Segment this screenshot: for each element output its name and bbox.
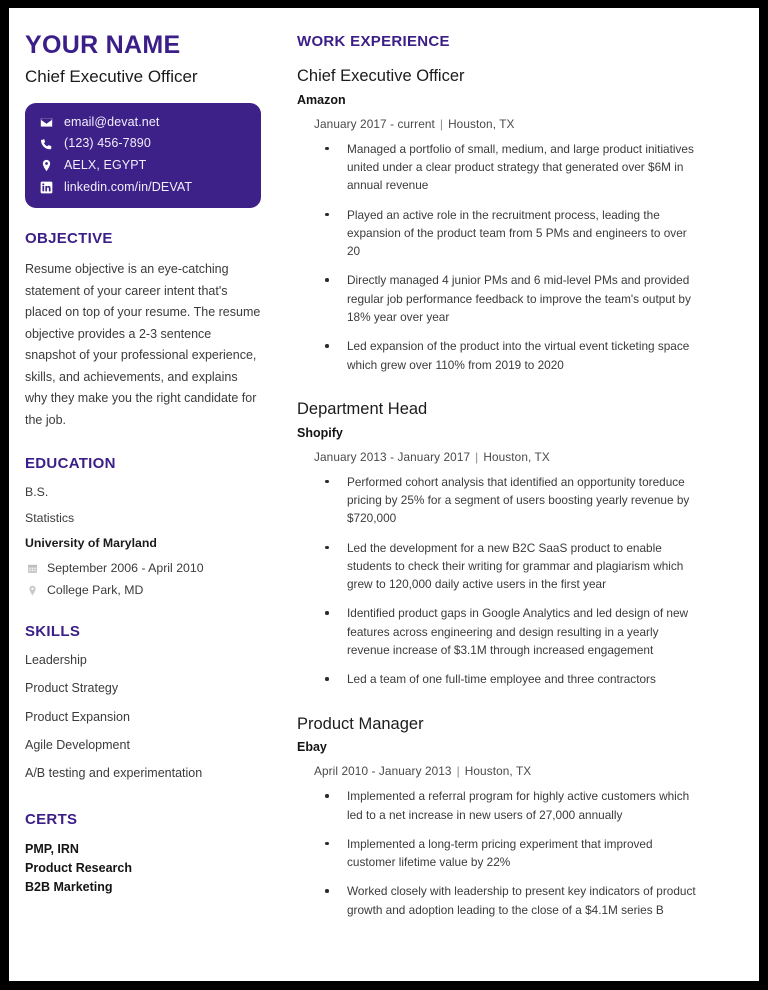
list-item: Leadership: [25, 653, 87, 668]
list-item: Directly managed 4 junior PMs and 6 mid-level PMs and provided regular job performance feedback to improve the team's output by 18% year over year: [325, 271, 703, 326]
list-item: Led a team of one full-time employee and three contractors: [325, 670, 703, 688]
list-item: Performed cohort analysis that identified an opportunity toreduce pricing by 25% for a segment of users boosting yearly revenue by $720,000: [325, 473, 703, 528]
contact-location-text: AELX, EGYPT: [64, 158, 147, 173]
list-item: Managed a portfolio of small, medium, and large product initiatives united under a clear product strategy that generated over $6M in annual revenue: [325, 140, 703, 195]
job-dates: April 2010 - January 2013: [314, 764, 452, 779]
job-role: Product Manager: [297, 714, 424, 733]
resume-page: [9, 8, 759, 981]
job-role: Chief Executive Officer: [297, 67, 465, 85]
education-field: Statistics: [25, 510, 75, 525]
calendar-icon: [25, 563, 40, 574]
location-pin-icon: [37, 159, 55, 172]
job-location: Houston, TX: [464, 764, 532, 779]
list-item: Agile Development: [25, 737, 130, 752]
section-heading-certs: CERTS: [25, 811, 78, 829]
list-item: Worked closely with leadership to present key indicators of product growth and adoption leading to the close of a $4.1M series B: [325, 882, 703, 919]
skills-list: [25, 652, 261, 781]
education-dates-row: [25, 561, 261, 575]
list-item: Product Strategy: [25, 681, 119, 696]
certs-list: [25, 840, 261, 897]
list-item: Implemented a long-term pricing experiment that improved customer lifetime value by 22%: [325, 835, 703, 872]
meta-separator: |: [456, 764, 460, 779]
section-heading-skills: SKILLS: [25, 623, 81, 641]
job-role: Department Head: [297, 399, 428, 418]
education-degree: B.S.: [25, 485, 49, 500]
job-meta: [314, 764, 703, 778]
job-entry: [297, 715, 703, 919]
education-entry: [25, 484, 261, 597]
list-item: Product Expansion: [25, 709, 130, 724]
job-company: Ebay: [297, 740, 327, 755]
list-item: Identified product gaps in Google Analytics and led design of new features across engineering and design resulting in a yearly revenue increase of $3.1M through increased engagement: [325, 604, 703, 659]
contact-row-email[interactable]: [37, 115, 249, 131]
meta-separator: |: [439, 116, 444, 131]
education-dates: September 2006 - April 2010: [47, 561, 204, 576]
education-location-row: [25, 583, 261, 597]
list-item: A/B testing and experimentation: [25, 766, 203, 781]
location-pin-icon: [25, 585, 40, 596]
job-entry: [297, 67, 703, 374]
headline-job-title: Chief Executive Officer: [25, 67, 198, 87]
contact-row-linkedin[interactable]: [37, 180, 249, 196]
job-meta: [314, 450, 703, 464]
meta-separator: |: [475, 449, 479, 464]
job-dates: January 2017 - current: [314, 116, 435, 131]
list-item: Led expansion of the product into the virtual event ticketing space which grew over 110% from 2019 to 2020: [325, 337, 703, 374]
list-item: Product Research: [25, 861, 132, 876]
linkedin-icon: [37, 181, 55, 194]
job-dates: January 2013 - January 2017: [314, 449, 471, 464]
section-heading-work-experience: WORK EXPERIENCE: [297, 33, 450, 50]
list-item: Played an active role in the recruitment process, leading the expansion of the product team from 5 PMs and engineers to over 20: [325, 206, 703, 261]
section-heading-education: EDUCATION: [25, 455, 116, 473]
list-item: PMP, IRN: [25, 842, 79, 857]
list-item: Implemented a referral program for highly active customers which led to a net increase in new users of 27,000 annually: [325, 787, 703, 824]
job-entry: [297, 400, 703, 689]
contact-email-text: email@devat.net: [64, 114, 160, 129]
education-location: College Park, MD: [47, 583, 144, 598]
phone-icon: [37, 138, 55, 151]
job-location: Houston, TX: [483, 449, 550, 464]
job-bullets: [297, 473, 703, 689]
contact-linkedin-text: linkedin.com/in/DEVAT: [64, 179, 193, 194]
page-title: YOUR NAME: [25, 31, 181, 59]
job-meta: [314, 117, 703, 131]
list-item: Led the development for a new B2C SaaS product to enable students to check their writing for grammar and plagiarism which grew to 120,000 daily active users in the first year: [325, 539, 703, 594]
contact-row-phone[interactable]: [37, 136, 249, 152]
job-location: Houston, TX: [448, 116, 515, 131]
education-school: University of Maryland: [25, 536, 157, 551]
contact-phone-text: (123) 456-7890: [64, 136, 151, 151]
job-bullets: [297, 787, 703, 919]
envelope-icon: [37, 116, 55, 129]
contact-row-location[interactable]: [37, 158, 249, 174]
section-heading-objective: OBJECTIVE: [25, 230, 113, 248]
job-company: Amazon: [297, 92, 346, 107]
job-company: Shopify: [297, 425, 343, 440]
sidebar: [9, 24, 279, 897]
contact-card: [25, 103, 261, 209]
objective-text: Resume objective is an eye-catching statement of your career intent that's placed on top of your resume. The resume objective provides a 2-3 sentence snapshot of your professional experience, skills, and achievements, and explains why they make you the right candidate for the job.: [25, 262, 261, 427]
main-column: [279, 24, 759, 919]
list-item: B2B Marketing: [25, 880, 113, 895]
job-bullets: [297, 140, 703, 374]
